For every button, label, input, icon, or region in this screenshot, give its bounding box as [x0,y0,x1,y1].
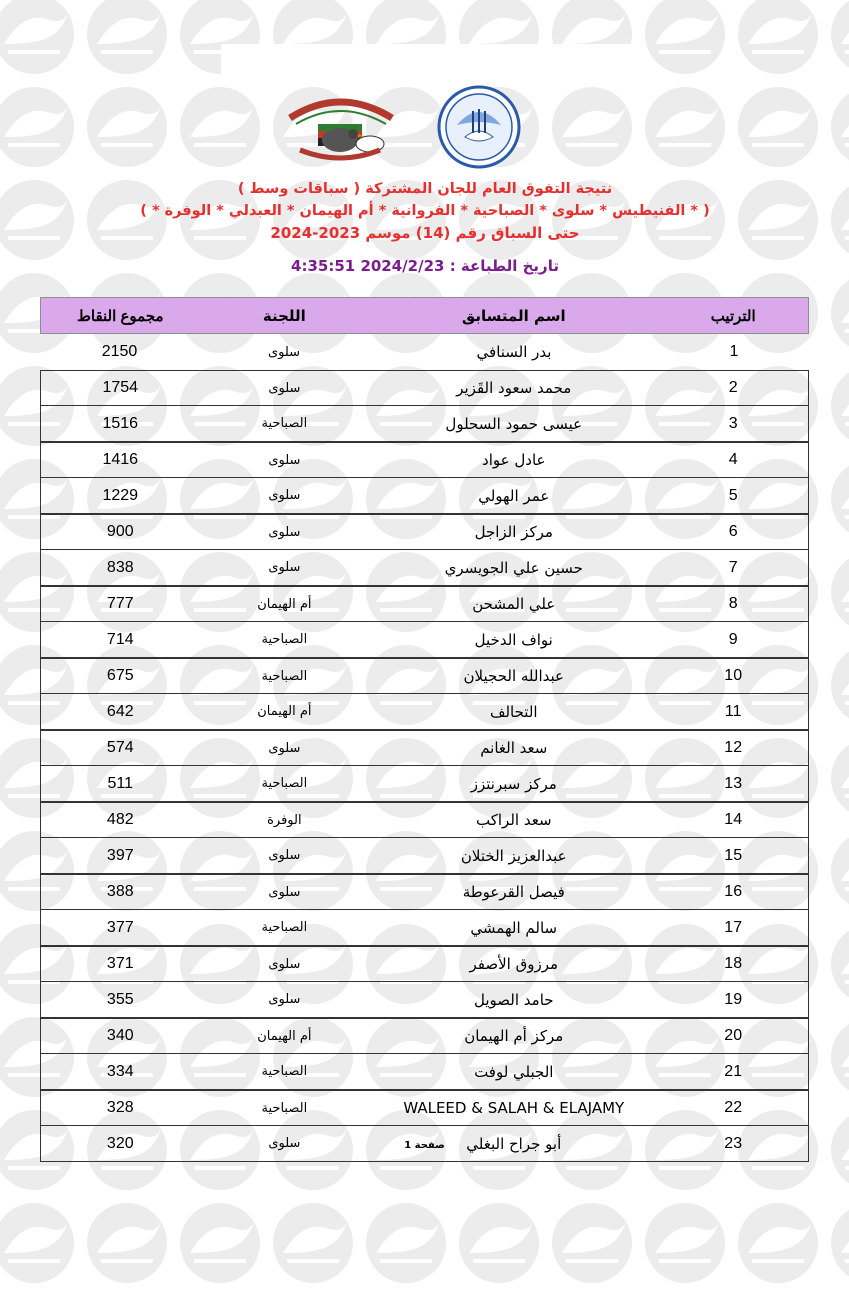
table-row [40,334,809,370]
name-cell: علي المشحن [472,595,556,613]
table-row [40,658,809,694]
committee-cell: سلوى [268,848,301,863]
points-cell: 397 [106,846,134,864]
points-cell: 675 [106,667,134,684]
committee-cell: سلوى [268,452,301,468]
points-cell: 900 [106,523,134,540]
points-cell: 511 [107,774,134,792]
name-cell: نواف الدخيل [474,630,553,649]
committee-cell: سلوى [268,524,301,540]
points-cell: 574 [106,739,134,756]
committee-cell: سلوى [268,1136,301,1151]
table-header [40,297,809,334]
name-cell: فيصل القرعوطة [462,883,565,901]
table-row [40,622,809,658]
table-row [40,442,809,478]
rank-cell: 23 [724,1134,743,1152]
table-row [40,694,809,730]
points-cell: 334 [106,1062,134,1080]
points-cell: 1416 [102,451,139,468]
header-blank-box [221,44,634,79]
table-row [40,1090,809,1126]
name-cell: حامد الصويل [473,990,554,1009]
bird-watermark-icon [0,1199,78,1287]
committee-cell: الصباحية [261,668,308,684]
rank-cell: 1 [729,343,739,360]
page-number: صفحة 1 [404,1140,445,1151]
committee-cell: أم الهيمان [257,596,312,612]
rank-cell: 20 [724,1027,743,1044]
name-cell: سعد الراكب [476,811,552,829]
points-cell: 1754 [102,379,139,396]
points-cell: 320 [106,1134,134,1152]
table-row [40,802,809,838]
rank-cell: 14 [724,811,743,828]
committee-cell: سلوى [268,884,301,900]
committee-cell: سلوى [268,488,301,503]
name-cell: مرزوق الأصفر [469,955,559,973]
name-cell: مركز أم الهيمان [464,1027,564,1045]
name-cell: محمد سعود القَزير [456,379,572,397]
table-body [40,334,809,1162]
committee-cell: الصباحية [261,1064,308,1079]
bird-watermark-icon [734,1199,822,1287]
points-cell: 340 [106,1027,134,1044]
committee-cell: الصباحية [261,1100,308,1116]
points-cell: 388 [106,883,134,900]
club-logo-icon [280,90,400,162]
table-row [40,586,809,622]
table-row [40,514,809,550]
print-date: تاريخ الطباعة : 2024/2/23 4:35:51 [291,257,559,275]
rank-cell: 18 [724,955,743,972]
federation-seal-icon [435,85,523,170]
committee-cell: الصباحية [261,416,308,431]
table-row [40,982,809,1018]
header-name: اسم المتسابق [461,306,566,325]
bird-watermark-icon [827,1199,849,1287]
rank-cell: 19 [724,990,743,1008]
season-line: حتى السباق رقم (14) موسم 2023-2024 [270,224,580,242]
bird-watermark-icon [83,1199,171,1287]
points-cell: 642 [106,702,134,720]
bird-watermark-icon [176,1199,264,1287]
name-cell: سالم الهمشي [470,918,558,937]
table-row [40,1018,809,1054]
committee-cell: سلوى [268,740,301,756]
name-cell: سعد الغانم [480,739,548,757]
header-points: مجموع النقاط [77,307,164,325]
bird-watermark-icon [269,1199,357,1287]
points-cell: 371 [106,955,134,972]
name-cell: عمر الهولي [478,486,550,505]
name-cell: عادل عواد [482,451,546,469]
bird-watermark-icon [548,1199,636,1287]
header-committee: اللجنة [262,306,306,325]
report-title: نتيجة التفوق العام للجان المشتركة ( سباقات وسط ) [237,181,613,197]
name-cell: WALEED & SALAH & ELAJAMY [403,1099,625,1117]
results-table [40,297,809,1162]
table-row [40,550,809,586]
logos [270,85,540,170]
name-cell: بدر السنافي [476,343,552,361]
name-cell: مركز سبرنتزز [470,774,557,793]
rank-cell: 4 [728,451,738,468]
header-rank: الترتيب [710,307,756,325]
table-row [40,766,809,802]
table-row [40,370,809,406]
points-cell: 328 [106,1099,134,1116]
committee-cell: سلوى [268,380,301,396]
points-cell: 482 [106,811,134,828]
committee-cell: الصباحية [261,920,308,935]
committees-line: ( * الفنيطيس * سلوى * الصباحية * الفروانية * أم الهيمان * العبدلي * الوفرة * ) [140,203,710,219]
points-cell: 777 [106,595,134,612]
rank-cell: 9 [728,630,738,648]
committee-cell: أم الهيمان [257,1028,312,1044]
bird-watermark-icon [641,1199,729,1287]
bird-watermark-icon [362,1199,450,1287]
committee-cell: أم الهيمان [257,704,312,719]
points-cell: 377 [106,918,134,936]
table-row [40,730,809,766]
committee-cell: سلوى [268,992,301,1007]
title-block [40,178,810,277]
points-cell: 2150 [101,343,138,360]
name-cell: عيسى حمود السحلول [445,414,583,433]
table-row [40,406,809,442]
name-cell: أبو جراح البغلي [466,1134,562,1153]
rank-cell: 5 [728,486,738,504]
name-cell: عبدالله الحجيلان [463,667,564,685]
rank-cell: 2 [728,379,738,396]
committee-cell: الوفرة [267,812,302,828]
committee-cell: الصباحية [261,632,308,647]
table-row [40,1054,809,1090]
committee-cell: سلوى [268,560,301,575]
name-cell: عبدالعزيز الختلان [460,846,567,865]
points-cell: 714 [106,630,134,648]
points-cell: 1516 [102,414,139,432]
name-cell: التحالف [489,702,538,721]
name-cell: مركز الزاجل [474,523,553,541]
rank-cell: 13 [724,774,743,792]
rank-cell: 7 [728,558,738,576]
committee-cell: الصباحية [261,776,308,791]
points-cell: 1229 [102,486,139,504]
rank-cell: 17 [724,918,743,936]
points-cell: 355 [106,990,134,1008]
rank-cell: 15 [724,846,743,864]
rank-cell: 12 [724,739,743,756]
table-row [40,946,809,982]
rank-cell: 8 [728,595,738,612]
rank-cell: 22 [724,1099,743,1116]
points-cell: 838 [106,558,134,576]
rank-cell: 11 [724,702,742,720]
name-cell: الجبلي لوفت [474,1062,554,1081]
committee-cell: سلوى [267,344,301,360]
table-row [40,478,809,514]
rank-cell: 3 [728,414,738,432]
name-cell: حسين علي الجويسري [444,558,583,577]
rank-cell: 10 [724,667,743,684]
table-row [40,874,809,910]
rank-cell: 21 [724,1062,743,1080]
table-row [40,838,809,874]
rank-cell: 6 [728,523,738,540]
table-row [40,910,809,946]
rank-cell: 16 [724,883,743,900]
committee-cell: سلوى [268,956,301,972]
bird-watermark-icon [455,1199,543,1287]
